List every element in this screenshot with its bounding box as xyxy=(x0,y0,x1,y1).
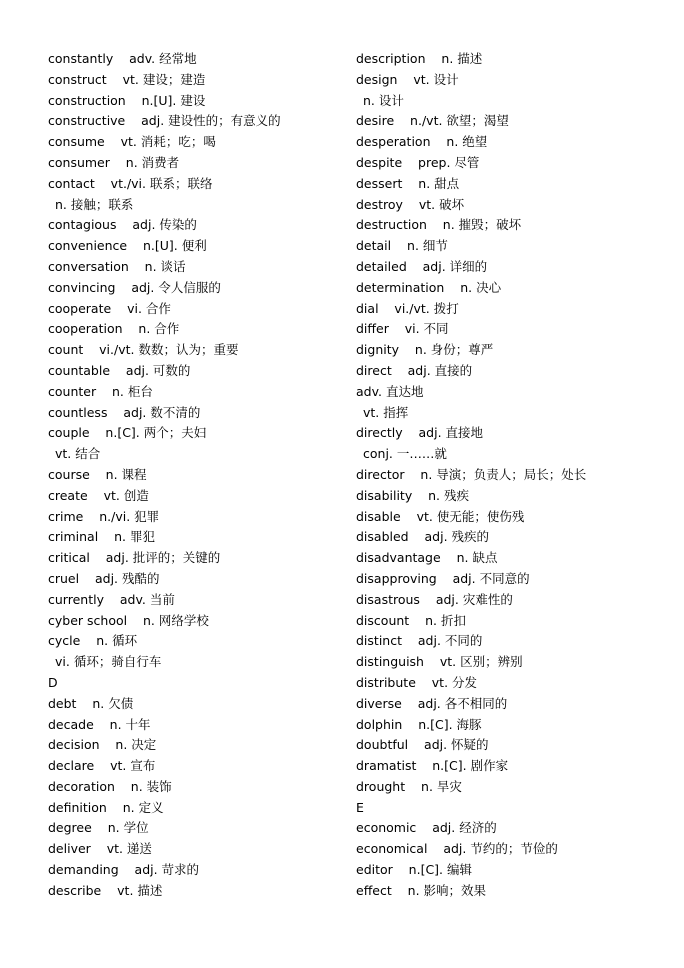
right-column-entry: determination n. 决心 xyxy=(356,279,502,295)
left-column-entry: critical adj. 批评的；关键的 xyxy=(48,550,221,566)
left-column-entry: degree n. 学位 xyxy=(48,820,149,836)
left-column-entry: course n. 课程 xyxy=(48,466,147,482)
left-column-entry: vi. 循环；骑自行车 xyxy=(55,654,162,670)
right-column-entry: diverse adj. 各不相同的 xyxy=(356,695,508,711)
right-column-entry: disability n. 残疾 xyxy=(356,487,469,503)
left-column-entry: vt. 结合 xyxy=(55,446,101,462)
right-column-entry: disabled adj. 残疾的 xyxy=(356,529,490,545)
left-column-entry: create vt. 创造 xyxy=(48,487,149,503)
left-column-entry: consume vt. 消耗；吃；喝 xyxy=(48,134,216,150)
left-column-entry: debt n. 欠债 xyxy=(48,695,134,711)
left-column-entry: deliver vt. 递送 xyxy=(48,841,152,857)
right-column-entry: economic adj. 经济的 xyxy=(356,820,497,836)
left-column-entry: constructive adj. 建设性的；有意义的 xyxy=(48,113,281,129)
left-column-entry: D xyxy=(48,674,58,690)
right-column-entry: editor n.[C]. 编辑 xyxy=(356,862,473,878)
left-column-entry: consumer n. 消费者 xyxy=(48,154,180,170)
left-column-entry: demanding adj. 苛求的 xyxy=(48,862,200,878)
right-column-entry: detailed adj. 详细的 xyxy=(356,258,488,274)
left-column-entry: decade n. 十年 xyxy=(48,716,151,732)
left-column-entry: crime n./vi. 犯罪 xyxy=(48,508,160,524)
left-column-entry: conversation n. 谈话 xyxy=(48,258,186,274)
left-column-entry: definition n. 定义 xyxy=(48,799,164,815)
right-column-entry: dignity n. 身份；尊严 xyxy=(356,342,494,358)
right-column-entry: doubtful adj. 怀疑的 xyxy=(356,737,489,753)
left-column-entry: countable adj. 可数的 xyxy=(48,362,191,378)
right-column-entry: detail n. 细节 xyxy=(356,238,448,254)
left-column-entry: cooperate vi. 合作 xyxy=(48,300,171,316)
left-column-entry: contact vt./vi. 联系；联络 xyxy=(48,175,213,191)
left-column-entry: criminal n. 罪犯 xyxy=(48,529,155,545)
right-column-entry: despite prep. 尽管 xyxy=(356,154,480,170)
right-column-entry: director n. 导演；负责人；局长；处长 xyxy=(356,466,587,482)
right-column-entry: adv. 直达地 xyxy=(356,383,424,399)
right-column-entry: directly adj. 直接地 xyxy=(356,425,484,441)
right-column-entry: dramatist n.[C]. 剧作家 xyxy=(356,758,509,774)
left-column-entry: countless adj. 数不清的 xyxy=(48,404,201,420)
right-column-entry: conj. 一……就 xyxy=(363,446,447,462)
right-column-entry: economical adj. 节约的；节俭的 xyxy=(356,841,558,857)
right-column-entry: n. 设计 xyxy=(363,92,404,108)
left-column-entry: cycle n. 循环 xyxy=(48,633,138,649)
left-column-entry: decision n. 决定 xyxy=(48,737,157,753)
left-column-entry: describe vt. 描述 xyxy=(48,882,163,898)
right-column-entry: description n. 描述 xyxy=(356,51,483,66)
right-column-entry: disapproving adj. 不同意的 xyxy=(356,570,530,586)
right-column-entry: discount n. 折扣 xyxy=(356,612,466,628)
left-column-entry: currently adv. 当前 xyxy=(48,591,175,607)
right-column-entry: disable vt. 使无能；使伤残 xyxy=(356,508,525,524)
right-column-entry: destroy vt. 破坏 xyxy=(356,196,465,212)
right-column-entry: dolphin n.[C]. 海豚 xyxy=(356,716,482,732)
left-column-entry: count vi./vt. 数数；认为；重要 xyxy=(48,342,239,358)
left-column-entry: cyber school n. 网络学校 xyxy=(48,612,209,628)
right-column-entry: vt. 指挥 xyxy=(363,404,409,420)
left-column-entry: convincing adj. 令人信服的 xyxy=(48,279,221,295)
left-column-entry: contagious adj. 传染的 xyxy=(48,217,197,233)
left-column-entry: cooperation n. 合作 xyxy=(48,321,180,337)
right-column-entry: dessert n. 甜点 xyxy=(356,175,460,191)
right-column-entry: desperation n. 绝望 xyxy=(356,134,488,150)
right-column-entry: disadvantage n. 缺点 xyxy=(356,550,498,566)
right-column-entry: destruction n. 摧毁；破坏 xyxy=(356,217,522,233)
right-column-entry: direct adj. 直接的 xyxy=(356,362,473,378)
right-column-entry: drought n. 旱灾 xyxy=(356,778,462,794)
right-column-entry: E xyxy=(356,799,364,815)
left-column-entry: n. 接触；联系 xyxy=(55,196,134,212)
right-column-entry: desire n./vt. 欲望；渴望 xyxy=(356,113,509,129)
left-column-entry: decoration n. 装饰 xyxy=(48,778,172,794)
right-column-entry: distribute vt. 分发 xyxy=(356,674,478,690)
left-column-entry: couple n.[C]. 两个；夫妇 xyxy=(48,425,207,441)
left-column xyxy=(48,49,348,902)
left-column-entry: construct vt. 建设；建造 xyxy=(48,71,206,87)
left-column-entry: convenience n.[U]. 便利 xyxy=(48,238,207,254)
right-column-entry: distinct adj. 不同的 xyxy=(356,633,483,649)
right-column-entry: disastrous adj. 灾难性的 xyxy=(356,591,513,607)
left-column-entry: construction n.[U]. 建设 xyxy=(48,92,206,108)
right-column-entry: differ vi. 不同 xyxy=(356,321,449,337)
left-column-entry: constantly adv. 经常地 xyxy=(48,51,197,66)
left-column-entry: declare vt. 宣布 xyxy=(48,758,156,774)
right-column-entry: dial vi./vt. 拨打 xyxy=(356,300,459,316)
left-column-entry: cruel adj. 残酷的 xyxy=(48,570,160,586)
right-column xyxy=(356,49,676,902)
right-column-entry: effect n. 影响；效果 xyxy=(356,882,487,898)
left-column-entry: counter n. 柜台 xyxy=(48,383,153,399)
right-column-entry: distinguish vt. 区别；辨别 xyxy=(356,654,523,670)
right-column-entry: design vt. 设计 xyxy=(356,71,459,87)
